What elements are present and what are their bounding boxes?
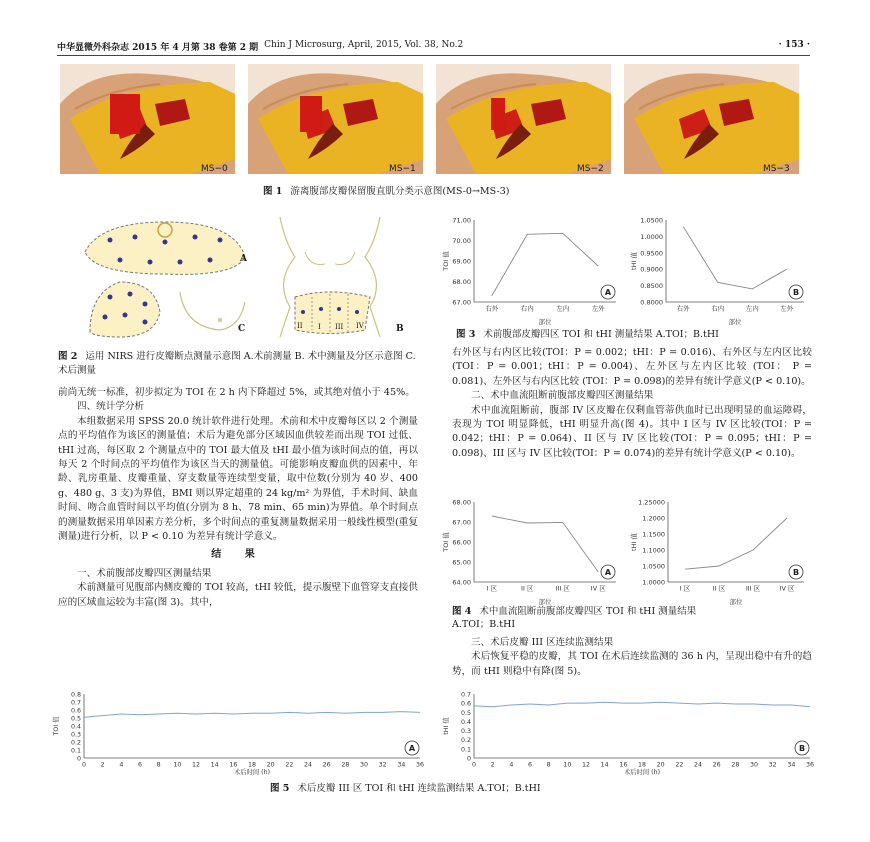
x-tick-label: 30 <box>749 761 759 769</box>
x-tick-label: 0 <box>471 761 477 769</box>
y-tick-label: 0.6 <box>460 700 471 708</box>
x-tick-label: 34 <box>397 761 406 769</box>
zone-label-i: I <box>318 323 321 331</box>
x-tick-label: 16 <box>229 761 238 769</box>
journal-cn: 中华显微外科杂志 2015 年 4 月第 38 卷第 2 期 <box>57 43 259 53</box>
x-tick-label: 32 <box>768 761 777 769</box>
figure-1-label: 图 1 <box>263 186 283 197</box>
left-column-text <box>58 386 418 610</box>
x-tick-label: I 区 <box>486 584 497 593</box>
x-tick-label: 28 <box>341 761 350 769</box>
y-tick-label: 0.1 <box>70 747 81 755</box>
y-tick-label: 0.7 <box>460 691 471 699</box>
y-tick-label: 68.00 <box>452 498 471 507</box>
y-tick-label: 65.00 <box>452 558 471 567</box>
zone-label-ii: II <box>297 322 303 330</box>
panel-letter: A <box>604 288 612 297</box>
y-tick-label: 0.2 <box>460 737 471 745</box>
y-tick-label: 71.00 <box>452 216 471 225</box>
x-tick-label: 18 <box>247 761 257 769</box>
figure-1-caption <box>263 183 509 197</box>
y-tick-label: 67.00 <box>452 518 471 527</box>
x-tick-label: 右外 <box>485 304 499 313</box>
x-tick-label: III 区 <box>555 584 570 593</box>
series-line <box>492 516 599 572</box>
y-tick-label: 1.1500 <box>642 530 665 539</box>
figure-4a-chart <box>440 496 622 606</box>
x-axis-label: 部位 <box>728 318 742 326</box>
x-tick-label: 10 <box>563 761 572 769</box>
x-tick-label: 12 <box>581 761 591 769</box>
panel-b-label: B <box>396 324 404 334</box>
right-column-text-2 <box>452 636 812 679</box>
results-heading: 结 果 <box>211 549 265 561</box>
x-tick-label: 右内 <box>520 304 534 313</box>
x-tick-label: 20 <box>266 761 275 769</box>
panel-letter: B <box>792 288 800 297</box>
x-tick-label: 6 <box>137 761 143 769</box>
y-tick-label: 0.8 <box>70 691 81 699</box>
y-tick-label: 0.1 <box>460 746 471 754</box>
x-tick-label: 右外 <box>676 304 690 313</box>
y-tick-label: 0.8000 <box>640 298 663 307</box>
x-axis-label: 术后时间 (h) <box>233 769 271 776</box>
section-2-heading: 二、术中血流阻断前腹部皮瓣四区测量结果 <box>471 390 654 402</box>
x-tick-label: IV 区 <box>779 584 795 593</box>
ms1-label: MS−1 <box>389 164 416 174</box>
y-tick-label: 0.3 <box>70 731 81 739</box>
panel-c-label: C <box>238 324 246 334</box>
y-axis-label: TOI 值 <box>442 251 450 271</box>
series-line <box>492 233 599 296</box>
figure-2 <box>80 212 420 344</box>
panel-letter: A <box>604 568 612 577</box>
x-tick-label: 22 <box>285 761 294 769</box>
figure-2-caption <box>58 350 428 378</box>
figure-1 <box>55 64 815 179</box>
y-tick-label: 1.1000 <box>642 546 665 555</box>
y-tick-label: 0.5 <box>460 709 471 717</box>
series-line <box>685 518 787 569</box>
y-tick-label: 0.4 <box>460 718 471 726</box>
x-tick-label: 左外 <box>591 304 605 313</box>
x-tick-label: 36 <box>805 761 815 769</box>
y-tick-label: 1.0000 <box>642 578 665 587</box>
x-tick-label: III 区 <box>745 584 761 593</box>
x-tick-label: 右内 <box>711 304 725 313</box>
paragraph-section-3: 术后恢复平稳的皮瓣，其 TOI 在术后连续监测的 36 h 内，呈现出稳中有升的趋势，而 tHI 则稳中有降(图 5)。 <box>452 651 812 677</box>
y-tick-label: 0.7 <box>70 699 81 707</box>
y-tick-label: 0.2 <box>70 739 81 747</box>
paragraph-section-2: 术中血流阻断前，腹部 IV 区皮瓣在仅剩血管蒂供血时已出现明显的血运障碍，表现为 TOI 明显降低，tHI 明显升高(图 4)。其中 I 区与 IV 区比较(TOI：P = 0.042；tHI：P = 0.064)、II 区与 IV 区比较(TOI：P = 0.095；tHI：P = 0.098)、III 区与 IV 区比较(TOI：P = 0.074)的差异有统计学意义(P < 0.10)。 <box>452 404 812 459</box>
figure-4b-chart <box>628 496 810 606</box>
y-tick-label: 0.9500 <box>640 249 663 258</box>
x-tick-label: IV 区 <box>590 584 606 593</box>
y-axis-label: TOI 值 <box>53 716 60 736</box>
x-tick-label: 20 <box>656 761 665 769</box>
figure-2-caption-text: 运用 NIRS 进行皮瓣断点测量示意图 A.术前测量 B. 术中测量及分区示意图 C. 术后测量 <box>58 351 416 376</box>
y-tick-label: 68.00 <box>452 278 471 286</box>
x-tick-label: 左外 <box>780 304 794 313</box>
figure-2-label: 图 2 <box>58 351 78 362</box>
panel-c-diagram <box>90 282 245 337</box>
x-tick-label: 2 <box>100 761 105 769</box>
x-axis-label: 部位 <box>729 598 743 606</box>
y-tick-label: 0.3 <box>460 728 471 736</box>
x-tick-label: 0 <box>81 761 87 769</box>
y-tick-label: 64.00 <box>452 578 471 587</box>
x-tick-label: 24 <box>693 761 703 769</box>
panel-b-diagram <box>280 217 380 337</box>
x-tick-label: 6 <box>527 761 533 769</box>
y-tick-label: 0 <box>76 755 81 763</box>
ms0-label: MS−0 <box>201 164 228 174</box>
x-tick-label: 8 <box>546 761 551 769</box>
x-tick-label: 2 <box>490 761 495 769</box>
y-tick-label: 1.2000 <box>642 514 665 523</box>
y-tick-label: 70.00 <box>452 237 471 245</box>
x-tick-label: 32 <box>378 761 387 769</box>
figure-3b-chart <box>628 214 810 326</box>
flap-panel-ms1 <box>248 64 423 174</box>
y-tick-label: 0.5 <box>70 715 81 723</box>
page-number: · 153 · <box>778 40 810 50</box>
y-tick-label: 0.8500 <box>640 282 663 291</box>
x-tick-label: 12 <box>191 761 201 769</box>
paragraph-comparisons: 右外区与右内区比较(TOI：P = 0.002；tHI：P = 0.016)、右外区与左内区比较(TOI：P = 0.001；tHI：P = 0.004)、左外区与左内区比较 (TOI： P = 0.081)、左外区与右内区比较 (TOI：P = 0.098)的差异有统计学意义(P < 0.10)。 <box>452 347 812 387</box>
zone-label-iii: III <box>335 323 344 331</box>
y-tick-label: 1.0500 <box>642 562 665 571</box>
ms3-label: MS−3 <box>763 164 790 174</box>
panel-a-diagram <box>85 222 245 274</box>
panel-a-label: A <box>240 254 247 264</box>
journal-en: Chin J Microsurg, April, 2015, Vol. 38, No.2 <box>264 40 464 50</box>
x-tick-label: 18 <box>637 761 647 769</box>
figure-3-label: 图 3 <box>456 329 476 340</box>
x-tick-label: 10 <box>173 761 182 769</box>
figure-4-label: 图 4 <box>452 606 472 617</box>
flap-panel-ms0 <box>60 64 235 174</box>
x-tick-label: 8 <box>156 761 161 769</box>
x-tick-label: 30 <box>359 761 369 769</box>
y-tick-label: 67.00 <box>452 298 471 307</box>
figure-3-caption <box>456 326 719 340</box>
series-line <box>474 702 810 707</box>
x-axis-label: 术后时间 (h) <box>623 769 661 776</box>
figure-4-caption-sub: A.TOI；B.tHI <box>452 619 516 630</box>
x-tick-label: 4 <box>119 761 124 769</box>
zone-label-iv: IV <box>356 322 364 330</box>
y-axis-label: tHI 值 <box>630 252 638 270</box>
running-header <box>57 40 810 56</box>
x-tick-label: 22 <box>675 761 684 769</box>
y-tick-label: 1.25000 <box>638 498 665 507</box>
x-tick-label: 14 <box>210 761 219 769</box>
flap-panel-ms2 <box>436 64 611 174</box>
paragraph-stats: 本组数据采用 SPSS 20.0 统计软件进行处理。术前和术中皮瓣每区以 2 个测量点的平均值作为该区的测量值；术后为避免部分区域因血供较差而出现 TOI 过低、tHI 过高，每区取 2 个测量点中的 TOI 最大值及 tHI 最小值为该时间点的值，再以每天 2 个时间点的平均值作为该区当天的测量值。可能影响皮瓣血供的因素中，年龄、乳房重量、皮瓣重量、穿支数量等连续型变量，取中位数(分别为 40 岁、400 g、480 g、3 支)为界值，BMI 则以界定超重的 24 kg/m² 为界值，手术时间、缺血时间、吻合血管时间以平均值(分别为 8 h、78 min、65 min)为界值。单个时间点的测量数据采用单因素方差分析，多个时间点的重复测量数据采用一般线性模型(重复测量)进行分析，以 P < 0.10 为差异有统计学意义。 <box>58 415 418 543</box>
x-tick-label: I 区 <box>679 584 691 593</box>
y-tick-label: 0.6 <box>70 707 81 715</box>
paragraph-results-1: 术前测量可见腹部内侧皮瓣的 TOI 较高，tHI 较低，提示腹壁下血管穿支直接供应的区域血运较为丰富(图 3)。其中， <box>58 582 418 608</box>
x-tick-label: 左内 <box>556 304 570 313</box>
figure-5a-chart <box>50 688 430 776</box>
figure-5-caption-text: 术后皮瓣 III 区 TOI 和 tHI 连续监测结果 A.TOI；B.tHI <box>297 783 541 794</box>
x-tick-label: 28 <box>731 761 740 769</box>
panel-letter: B <box>792 568 800 577</box>
figure-4-caption-text: 术中血流阻断前腹部皮瓣四区 TOI 和 tHI 测量结果 <box>479 606 697 617</box>
flap-panel-ms3 <box>624 64 799 174</box>
x-tick-label: 16 <box>619 761 628 769</box>
figure-3-caption-text: 术前腹部皮瓣四区 TOI 和 tHI 测量结果 A.TOI；B.tHI <box>483 329 719 340</box>
x-tick-label: II 区 <box>521 584 534 593</box>
x-tick-label: 4 <box>509 761 514 769</box>
x-tick-label: 26 <box>712 761 721 769</box>
y-axis-label: TOI 值 <box>442 532 450 552</box>
y-axis-label: tHI 值 <box>630 533 638 551</box>
ms2-label: MS−2 <box>577 164 604 174</box>
y-axis-label: tHI 值 <box>443 717 450 735</box>
y-tick-label: 66.00 <box>452 538 471 547</box>
x-tick-label: 14 <box>600 761 609 769</box>
x-tick-label: 26 <box>322 761 331 769</box>
y-tick-label: 69.00 <box>452 257 471 266</box>
x-tick-label: II 区 <box>712 584 726 593</box>
series-line <box>84 712 420 718</box>
figure-1-illustrations <box>55 64 815 179</box>
y-tick-label: 0.9000 <box>640 265 663 274</box>
y-tick-label: 1.0500 <box>640 216 663 225</box>
section-3-heading: 三、术后皮瓣 III 区连续监测结果 <box>471 637 614 648</box>
figure-5-caption <box>270 780 541 794</box>
figure-2-diagram <box>80 212 420 344</box>
results-1-heading: 一、术前腹部皮瓣四区测量结果 <box>77 567 212 579</box>
figure-4-caption <box>452 605 696 631</box>
figure-5-label: 图 5 <box>270 783 290 794</box>
x-tick-label: 24 <box>303 761 313 769</box>
panel-letter: B <box>798 744 806 753</box>
y-tick-label: 1.0000 <box>640 232 663 241</box>
right-column-text-1 <box>452 346 812 461</box>
panel-letter: A <box>408 744 416 753</box>
stat-heading: 四、统计学分析 <box>77 401 145 413</box>
y-tick-label: 0.4 <box>70 723 81 731</box>
figure-5b-chart <box>440 688 820 776</box>
paragraph-threshold: 前尚无统一标准，初步拟定为 TOI 在 2 h 内下降超过 5%，或其绝对值小于 45%。 <box>58 387 415 398</box>
x-tick-label: 36 <box>415 761 425 769</box>
y-tick-label: 0 <box>466 755 471 763</box>
x-tick-label: 左内 <box>745 304 759 313</box>
x-axis-label: 部位 <box>538 318 552 326</box>
figure-1-caption-text: 游离腹部皮瓣保留腹直肌分类示意图(MS-0→MS-3) <box>290 186 510 197</box>
x-tick-label: 34 <box>787 761 796 769</box>
figure-3a-chart <box>440 214 622 326</box>
x-axis-label: 部位 <box>538 598 552 606</box>
series-line <box>683 227 787 289</box>
